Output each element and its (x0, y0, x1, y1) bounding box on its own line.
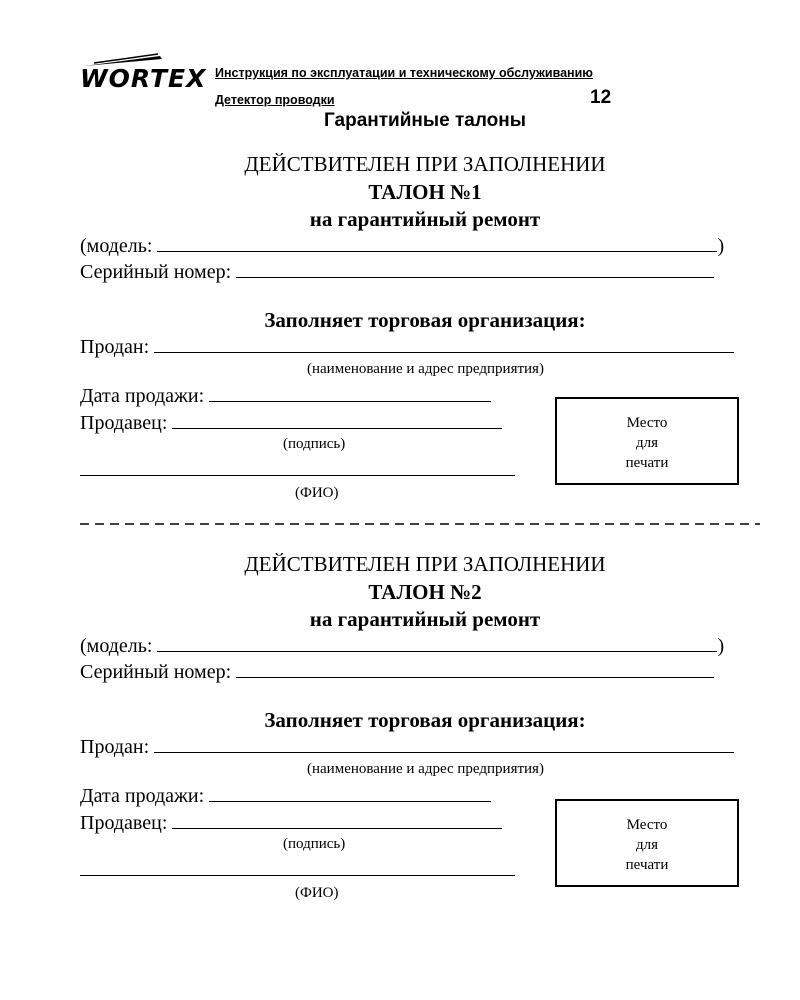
doc-title: Инструкция по эксплуатации и техническому обслуживанию (215, 66, 593, 80)
sold-field[interactable] (80, 734, 734, 759)
stamp-line-3: печати (625, 455, 669, 471)
sold-label: Продан: (80, 736, 150, 758)
sold-line (154, 334, 734, 353)
name-caption: (ФИО) (295, 485, 339, 501)
stamp-line-1: Место (626, 415, 668, 431)
serial-field[interactable] (80, 659, 714, 684)
sale-date-label: Дата продажи: (80, 785, 205, 807)
serial-line (236, 259, 714, 278)
talon-subtitle: на гарантийный ремонт (309, 607, 541, 631)
sale-date-line (209, 383, 491, 402)
sold-caption: (наименование и адрес предприятия) (307, 361, 544, 377)
talon-subtitle: на гарантийный ремонт (309, 207, 541, 231)
sold-field[interactable] (80, 334, 734, 359)
model-label: (модель: (80, 635, 153, 657)
signature-caption: (подпись) (283, 836, 346, 852)
seller-label: Продавец: (80, 412, 168, 434)
model-label: (модель: (80, 235, 153, 257)
serial-field[interactable] (80, 259, 714, 284)
seller-section-title: Заполняет торговая организация: (264, 308, 586, 332)
page-title: Гарантийные талоны (324, 110, 526, 131)
sale-date-line (209, 783, 491, 802)
seller-label: Продавец: (80, 812, 168, 834)
wortex-logo (80, 50, 205, 98)
seller-field[interactable] (80, 410, 502, 435)
serial-label: Серийный номер: (80, 661, 232, 683)
stamp-line-2: для (635, 435, 659, 451)
seller-line (172, 410, 502, 429)
serial-label: Серийный номер: (80, 261, 232, 283)
valid-note: ДЕЙСТВИТЕЛЕН ПРИ ЗАПОЛНЕНИИ (244, 152, 606, 176)
name-line[interactable] (80, 857, 515, 876)
model-line (157, 633, 717, 652)
model-line (157, 233, 717, 252)
seller-section-title: Заполняет торговая организация: (264, 708, 586, 732)
model-close: ) (717, 635, 725, 657)
sale-date-field[interactable] (80, 783, 491, 808)
sold-caption: (наименование и адрес предприятия) (307, 761, 544, 777)
model-field[interactable] (80, 633, 724, 658)
name-caption: (ФИО) (295, 885, 339, 901)
cut-line (80, 522, 760, 526)
sale-date-field[interactable] (80, 383, 491, 408)
model-close: ) (717, 235, 725, 257)
talon-title: ТАЛОН №2 (368, 580, 482, 604)
signature-caption: (подпись) (283, 436, 346, 452)
sold-label: Продан: (80, 336, 150, 358)
sale-date-label: Дата продажи: (80, 385, 205, 407)
model-field[interactable] (80, 233, 724, 258)
stamp-line-2: для (635, 837, 659, 853)
page-number: 12 (590, 87, 612, 108)
talon-title: ТАЛОН №1 (368, 180, 482, 204)
product-name: Детектор проводки (215, 93, 335, 107)
valid-note: ДЕЙСТВИТЕЛЕН ПРИ ЗАПОЛНЕНИИ (244, 552, 606, 576)
seller-field[interactable] (80, 810, 502, 835)
stamp-line-1: Место (626, 817, 668, 833)
name-line[interactable] (80, 457, 515, 476)
serial-line (236, 659, 714, 678)
seller-line (172, 810, 502, 829)
stamp-box (555, 397, 739, 485)
stamp-line-3: печати (625, 857, 669, 873)
sold-line (154, 734, 734, 753)
logo-text: WORTEX (80, 64, 207, 93)
stamp-box (555, 799, 739, 887)
